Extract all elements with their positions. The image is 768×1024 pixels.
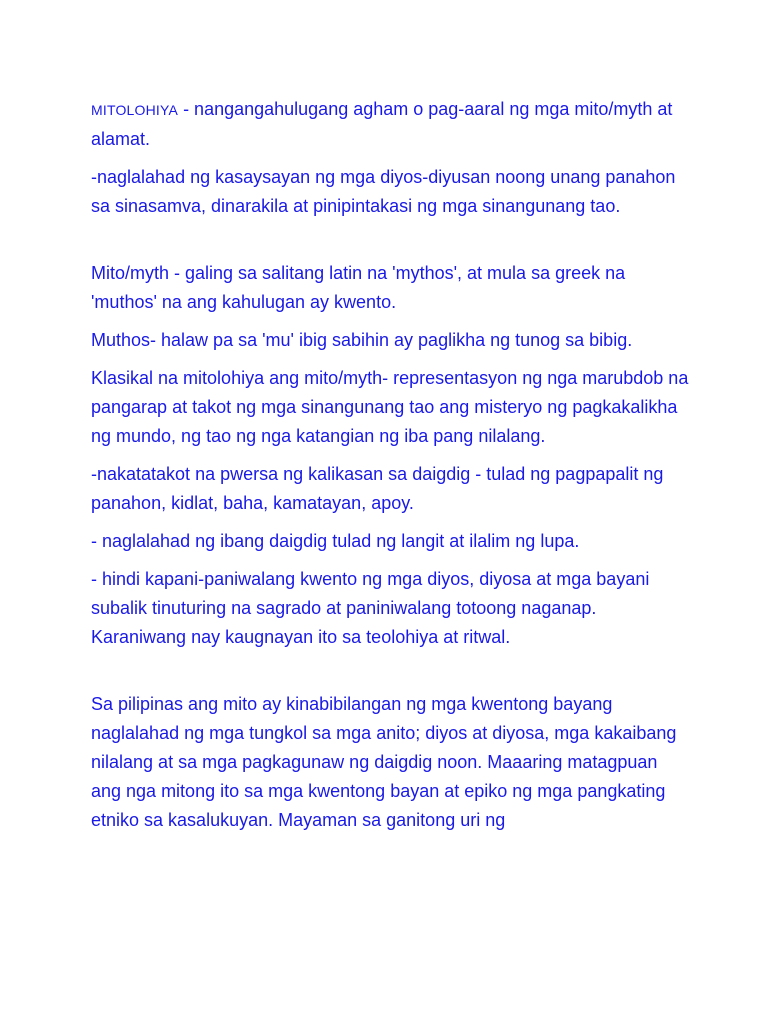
paragraph-text: - nangangahulugang agham o pag-aaral ng mga mito/myth at alamat. (91, 99, 673, 149)
paragraph-mito-myth: Mito/myth - galing sa salitang latin na 'mythos', at mula sa greek na 'muthos' na ang kahulugan ay kwento. (91, 263, 626, 312)
paragraph-ibang-daigdig: - naglalahad ng ibang daigdig tulad ng langit at ilalim ng lupa. (91, 531, 580, 551)
paragraph-klasikal: Klasikal na mitolohiya ang mito/myth- representasyon ng nga marubdob na pangarap at takot ng mga sinangunang tao ang misteryo ng pagkakalikha ng mundo, ng tao ng nga katangian ng iba pang nilalang. (91, 368, 689, 446)
document-body (91, 95, 691, 844)
term-mitolohiya: MITOLOHIYA (91, 102, 179, 118)
paragraph-kasaysayan: -naglalahad ng kasaysayan ng mga diyos-diyusan noong unang panahon sa sinasamva, dinarakila at pinipintakasi ng mga sinangunang tao. (91, 167, 676, 216)
paragraph-pwersa: -nakatatakot na pwersa ng kalikasan sa daigdig - tulad ng pagpapalit ng panahon, kidlat, baha, kamatayan, apoy. (91, 464, 664, 513)
paragraph-kapani-paniwala: - hindi kapani-paniwalang kwento ng mga diyos, diyosa at mga bayani subalik tinuturing na sagrado at paniniwalang totoong naganap. Karaniwang nay kaugnayan ito sa teolohiya at ritwal. (91, 569, 650, 647)
paragraph-mitolohiya-definition (91, 95, 691, 154)
paragraph-muthos: Muthos- halaw pa sa 'mu' ibig sabihin ay paglikha ng tunog sa bibig. (91, 330, 633, 350)
paragraph-pilipinas: Sa pilipinas ang mito ay kinabibilangan ng mga kwentong bayang naglalahad ng mga tungkol sa mga anito; diyos at diyosa, mga kakaibang nilalang at sa mga pagkagunaw ng daigdig noon. Maaaring matagpuan ang nga mitong ito sa mga kwentong bayan at epiko ng mga pangkating etniko sa kasalukuyan. Mayaman sa ganitong uri ng (91, 694, 677, 830)
